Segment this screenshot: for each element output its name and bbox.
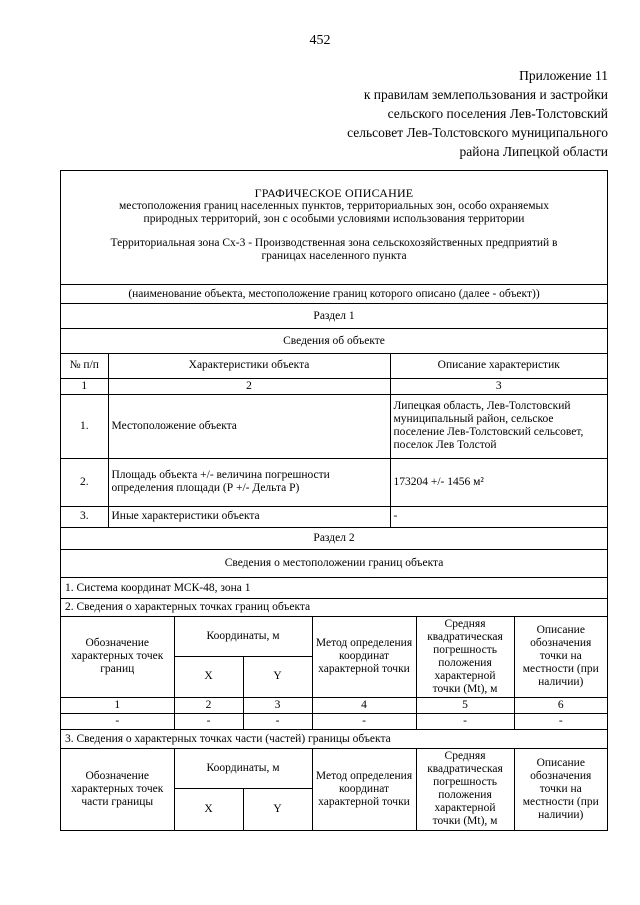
- zone-name: границах населенного пункта: [261, 250, 407, 262]
- boundary-points-table: [61, 617, 607, 730]
- row-number: 1.: [61, 394, 108, 458]
- zone-name: Территориальная зона Сх-3 - Производственная зона сельскохозяйственных предприятий в: [110, 237, 558, 249]
- characteristic-value: Липецкая область, Лев-Толстовский муниципальный район, сельское поселение Лев-Толстовский сельсовет, поселок Лев Толстой: [390, 394, 607, 458]
- appendix-caption: [188, 66, 608, 161]
- column-header: Обозначение характерных точек части границы: [61, 749, 174, 831]
- table-header-row: [61, 354, 607, 378]
- characteristic-name: Площадь объекта +/- величина погрешности определения площади (Р +/- Дельта Р): [108, 458, 390, 506]
- column-number: 5: [416, 697, 514, 713]
- row-number: 3.: [61, 506, 108, 527]
- boundary-parts-table: [61, 749, 607, 832]
- table-cell: -: [61, 713, 174, 729]
- section-1-label: Раздел 1: [61, 304, 607, 329]
- characteristic-name: Местоположение объекта: [108, 394, 390, 458]
- column-number: 4: [312, 697, 416, 713]
- column-header: X: [174, 789, 243, 831]
- appendix-line: Приложение 11: [519, 68, 608, 83]
- table-header-row: [61, 617, 607, 657]
- characteristic-value: 173204 +/- 1456 м²: [390, 458, 607, 506]
- column-header: № п/п: [61, 354, 108, 378]
- column-number: 2: [108, 378, 390, 394]
- column-header: Описание характеристик: [390, 354, 607, 378]
- column-header: Координаты, м: [174, 617, 312, 657]
- appendix-line: сельского поселения Лев-Толстовский: [387, 106, 608, 121]
- appendix-line: сельсовет Лев-Толстовского муниципального: [347, 125, 608, 140]
- column-header: Обозначение характерных точек границ: [61, 617, 174, 698]
- characteristic-value: -: [390, 506, 607, 527]
- section-2-label: Раздел 2: [61, 528, 607, 550]
- section-2-title: Сведения о местоположении границ объекта: [61, 550, 607, 578]
- column-header: Y: [243, 789, 312, 831]
- column-number: 3: [390, 378, 607, 394]
- document-header: [61, 171, 607, 285]
- section-1-title: Сведения об объекте: [61, 329, 607, 354]
- object-caption: (наименование объекта, местоположение границ которого описано (далее - объект)): [61, 285, 607, 304]
- page-number: 452: [309, 33, 331, 48]
- parts-section-title: 3. Сведения о характерных точках части (частей) границы объекта: [61, 730, 607, 749]
- column-number-row: [61, 378, 607, 394]
- table-cell: -: [174, 713, 243, 729]
- points-section-title: 2. Сведения о характерных точках границ объекта: [61, 599, 607, 617]
- table-header-row: [61, 749, 607, 789]
- column-number: 1: [61, 697, 174, 713]
- column-header: Характеристики объекта: [108, 354, 390, 378]
- column-number: 2: [174, 697, 243, 713]
- document-title: ГРАФИЧЕСКОЕ ОПИСАНИЕ: [254, 186, 414, 200]
- table-row: [61, 394, 607, 458]
- column-header: Y: [243, 657, 312, 697]
- column-header: Метод определения координат характерной точки: [312, 617, 416, 698]
- characteristic-name: Иные характеристики объекта: [108, 506, 390, 527]
- column-header: X: [174, 657, 243, 697]
- column-number-row: [61, 697, 607, 713]
- table-row: [61, 713, 607, 729]
- column-number: 6: [514, 697, 607, 713]
- column-header: Описание обозначения точки на местности (при наличии): [514, 749, 607, 831]
- document-subtitle: местоположения границ населенных пунктов, территориальных зон, особо охраняемых: [119, 200, 549, 212]
- column-header: Описание обозначения точки на местности (при наличии): [514, 617, 607, 698]
- table-cell: -: [312, 713, 416, 729]
- appendix-line: к правилам землепользования и застройки: [363, 87, 608, 102]
- column-header: Средняя квадратическая погрешность положения характерной точки (Mt), м: [416, 617, 514, 698]
- column-header: Средняя квадратическая погрешность положения характерной точки (Mt), м: [416, 749, 514, 831]
- appendix-line: района Липецкой области: [459, 144, 608, 159]
- document-frame: [60, 170, 608, 831]
- table-row: [61, 506, 607, 527]
- table-row: [61, 458, 607, 506]
- column-header: Метод определения координат характерной точки: [312, 749, 416, 831]
- column-number: 1: [61, 378, 108, 394]
- coordinate-system: 1. Система координат МСК-48, зона 1: [61, 578, 607, 599]
- table-cell: -: [243, 713, 312, 729]
- object-info-table: [61, 354, 607, 528]
- row-number: 2.: [61, 458, 108, 506]
- document-subtitle: природных территорий, зон с особыми условиями использования территории: [143, 213, 525, 225]
- table-cell: -: [416, 713, 514, 729]
- column-header: Координаты, м: [174, 749, 312, 789]
- column-number: 3: [243, 697, 312, 713]
- table-cell: -: [514, 713, 607, 729]
